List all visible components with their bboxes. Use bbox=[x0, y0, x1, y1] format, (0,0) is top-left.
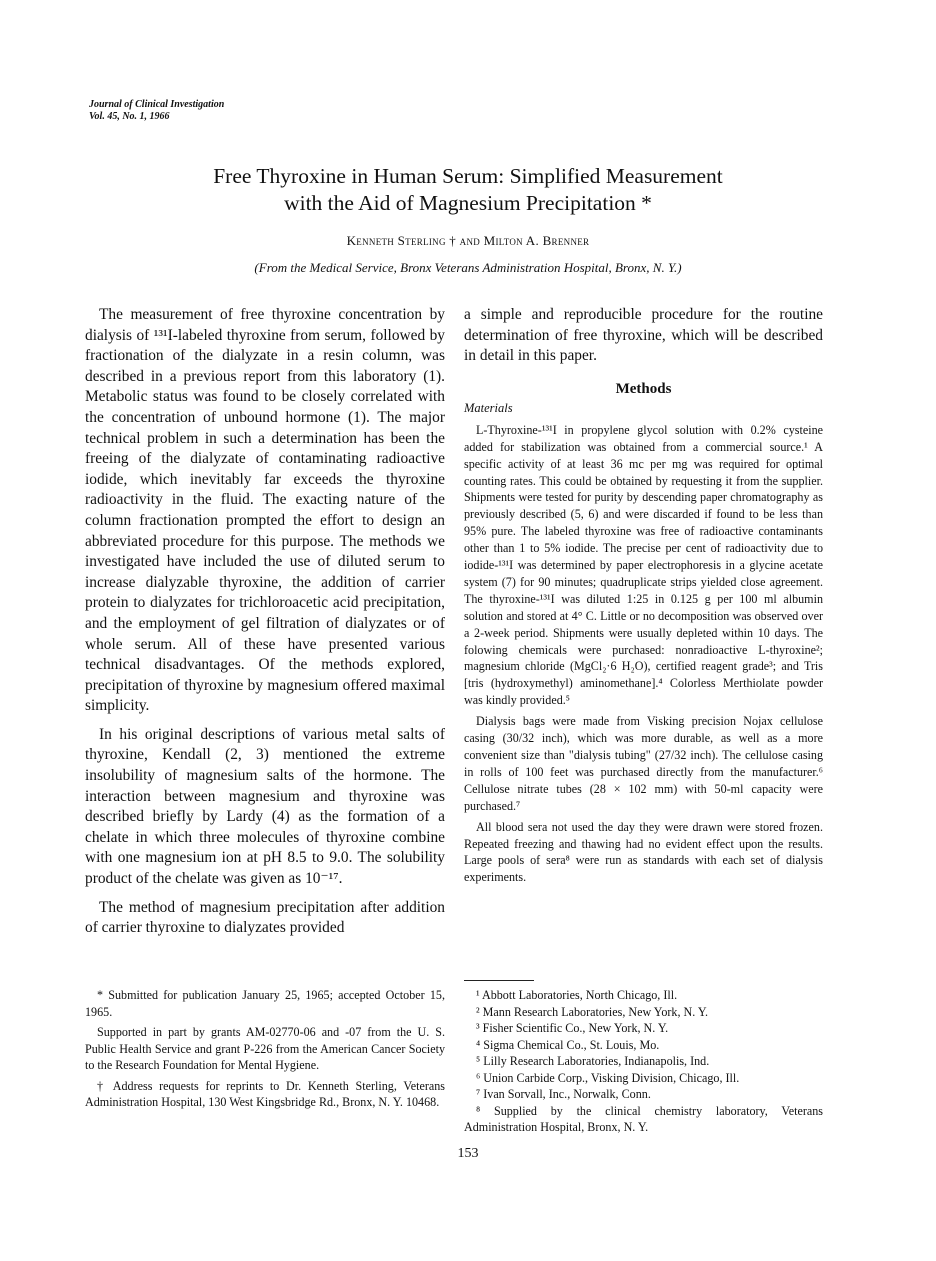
subsection-heading: Materials bbox=[464, 400, 513, 415]
page-number: 153 bbox=[457, 1146, 479, 1161]
authors: Kenneth Sterling † and Milton A. Brenner bbox=[346, 233, 590, 248]
journal-volume: Vol. 45, No. 1, 1966 bbox=[89, 111, 170, 122]
footnote: † Address requests for reprints to Dr. Kenneth Sterling, Veterans Administration Hospital, 130 West Kingsbridge Rd., Bronx, N. Y. 10468. bbox=[85, 1078, 445, 1109]
methods-paragraph: L-Thyroxine-¹³¹I in propylene glycol solution with 0.2% cysteine added for stabilization was obtained from a commercial source.¹ A specific activity of at least 36 mc per mg was required for optimal counting rates. This could be obtained by requesting it from the supplier. Shipments were tested for purity by descending paper chromatography as previously described (5, 6) and were discarded if found to be less than 95% pure. The labeled thyroxine was free of radioactive contaminants other than 1 to 5% iodide. The precise per cent of radioactivity due to iodide-¹³¹I was determined by paper electrophoresis in a glycine acetate system (7) for 90 minutes; quadruplicate strips yielded close agreement. The thyroxine-¹³¹I was diluted 1:25 in 0.125 g per 100 ml albumin solution and stored at 4° C. Little or no decomposition was observed over a 2-week period. Shipments were usually depleted within 10 days. The folowing chemicals were purchased: nonradioactive L-thyroxine²; magnesium chloride (MgCl₂·6 H₂O), certified reagent grade³; and Tris [tris (hydroxymethyl) aminomethane].⁴ Colorless Merthiolate powder was kindly provided.⁵ bbox=[464, 422, 823, 708]
article-title bbox=[60, 163, 876, 217]
journal-citation bbox=[89, 99, 224, 123]
right-column bbox=[464, 305, 823, 890]
body-paragraph: The method of magnesium precipitation after addition of carrier thyroxine to dialyzates provided bbox=[85, 898, 445, 937]
methods-paragraph: All blood sera not used the day they were drawn were stored frozen. Repeated freezing and thawing had no evident effect upon the results. Large pools of sera⁸ were run as standards with each set of dialysis experiments. bbox=[464, 819, 823, 885]
footnotes-left bbox=[85, 987, 445, 1115]
footnote: ¹ Abbott Laboratories, North Chicago, Ill. bbox=[476, 988, 678, 1002]
methods-paragraph: Dialysis bags were made from Visking precision Nojax cellulose casing (30/32 inch), which was more durable, as well as a more convenient size than "dialysis tubing" (27/32 inch). The cellulose casing in rolls of 100 feet was purchased directly from the manufacturer.⁶ Cellulose nitrate tubes (28 × 102 mm) with 50-ml capacity were purchased.⁷ bbox=[464, 714, 823, 813]
footnote: ⁴ Sigma Chemical Co., St. Louis, Mo. bbox=[476, 1037, 660, 1052]
title-line-1: Free Thyroxine in Human Serum: Simplified Measurement bbox=[213, 164, 723, 188]
journal-name: Journal of Clinical Investigation bbox=[89, 99, 225, 110]
footnote-divider bbox=[464, 980, 534, 981]
body-paragraph: The measurement of free thyroxine concentration by dialysis of ¹³¹I-labeled thyroxine from serum, followed by fractionation of the dialyzate in a resin column, was described in a previous report from this laboratory (1). Metabolic status was found to be closely correlated with the concentration of unbound hormone (1). The major technical problem in such a determination has been the freeing of the dialyzate of contaminating radioactive iodide, which inevitably far exceeds the thyroxine radioactivity in the fluid. The exacting nature of the column fractionation prompted the effort to design an abbreviated procedure for this purpose. The methods we investigated have included the use of diluted serum to increase dialyzable thyroxine, the addition of carrier protein to dialyzates for trichloroacetic acid precipitation, and the employment of gel filtration of dialyzates or of whole serum. All of these have presented various technical disadvantages. Of the methods explored, precipitation of thyroxine by magnesium offered maximal simplicity. bbox=[85, 306, 445, 715]
left-column bbox=[85, 305, 445, 947]
footnote: ⁵ Lilly Research Laboratories, Indianapolis, Ind. bbox=[476, 1054, 710, 1068]
body-paragraph: In his original descriptions of various metal salts of thyroxine, Kendall (2, 3) mentioned the extreme insolubility of magnesium salts of the hormone. The interaction between magnesium and thyroxine was described briefly by Lardy (4) as the formation of a chelate in which three molecules of thyroxine combine with one magnesium ion at pH 8.5 to 9.0. The solubility product of the chelate was given as 10⁻¹⁷. bbox=[85, 725, 445, 888]
affiliation: (From the Medical Service, Bronx Veterans Administration Hospital, Bronx, N. Y.) bbox=[254, 260, 682, 275]
footnote: ² Mann Research Laboratories, New York, N. Y. bbox=[476, 1004, 709, 1019]
footnote: Supported in part by grants AM-02770-06 and -07 from the U. S. Public Health Service and grant P-226 from the American Cancer Society to the Research Foundation for Mental Hygiene. bbox=[85, 1025, 445, 1072]
footnote: ⁷ Ivan Sorvall, Inc., Norwalk, Conn. bbox=[476, 1087, 651, 1101]
footnote: ⁶ Union Carbide Corp., Visking Division, Chicago, Ill. bbox=[476, 1070, 740, 1085]
continued-paragraph: a simple and reproducible procedure for the routine determination of free thyroxine, which will be described in detail in this paper. bbox=[464, 306, 823, 365]
footnote: ⁸ Supplied by the clinical chemistry laboratory, Veterans Administration Hospital, Bronx, N. Y. bbox=[464, 1103, 823, 1134]
footnotes-right bbox=[464, 987, 823, 1136]
footnote: * Submitted for publication January 25, 1965; accepted October 15, 1965. bbox=[85, 988, 445, 1019]
section-heading: Methods bbox=[615, 380, 672, 397]
title-line-2: with the Aid of Magnesium Precipitation * bbox=[284, 191, 652, 215]
footnote: ³ Fisher Scientific Co., New York, N. Y. bbox=[476, 1021, 669, 1035]
